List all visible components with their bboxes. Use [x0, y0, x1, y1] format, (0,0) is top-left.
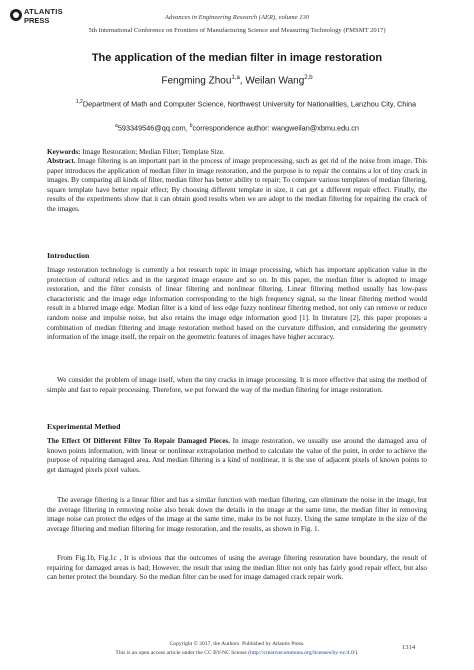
introduction-paragraph-2: We consider the problem of image itself, when the tiny cracks in image processing. It is more effective that using the method of simple and fast to repair processing. Therefore, we put forward the way of the median filtering for image restoration.	[47, 376, 427, 394]
experimental-subheading: The Effect Of Different Filter To Repair Damaged Pieces.	[47, 437, 230, 445]
email-line	[0, 123, 474, 132]
series-header: Advances in Engineering Research (AER), volume 130	[164, 14, 310, 21]
author-1-sup: 1,a	[231, 75, 240, 81]
affiliation	[60, 97, 432, 109]
logo-line1: ATLANTIS	[24, 7, 63, 16]
email-a-sup: a	[115, 123, 118, 129]
affiliation-text: Department of Math and Computer Science, Northwest University for Nationalities, Lanzhou City, China	[82, 99, 417, 109]
keywords-text: Image Restoration; Median Filter; Template Size.	[80, 148, 225, 156]
introduction-paragraph-1: Image restoration technology is currently a hot research topic in image processing, which has important application value in the protection of cultural relics and in the targeted image erasure and so on. In this paper, the median filter is adopted to image restoration, and the filter consists of linear filtering and nonlinear filtering. Linear filtering method usually has low-pass characteristic and the image edge information corresponding to the high frequency signal, so the linear filtering method would result in a blurred image edge. Median filter is a kind of less edge fuzzy nonlinear filtering method, not only can remove or reduce random noise and impulse noise, but also retains the image edge information good [1]. In literature [2], this paper proposes a combination of median filtering and image restoration method based on the curvature diffusion, and considering the geometry information of the image itself, the repair on the geometric features of images have higher accuracy.	[47, 266, 427, 342]
author-line	[0, 75, 474, 86]
paper-title: The application of the median filter in image restoration	[91, 52, 383, 64]
author-2-sup: 2,b	[304, 75, 313, 81]
abstract-text: Image filtering is an important part in the process of image preprocessing, such as get rid of the noise from image. This paper introduces the application of median filter in image restoration, and the purpose is to repair the contains a lot of tiny crack in images. By comparing all kinds of filter, median filter has better ability to repair; To compare various templates of median filtering, square template have better repair effect; By choosing different template in size, it can get a different repair effect. Finally, the results of the experiments show that it can obtain good results when we are adopt to the median filtering for repairing the crack of the images.	[47, 157, 427, 213]
logo-line2: PRESS	[24, 16, 50, 25]
page-number: 1314	[402, 644, 416, 651]
email-b: correspondence author: wangweilan@xbmu.edu.cn	[192, 123, 359, 133]
license-link[interactable]: http://creativecommons.org/licenses/by-nc/4.0/	[250, 650, 356, 656]
conference-header: 5th International Conference on Frontiers of Manufacturing Science and Measuring Technology (FMSMT 2017)	[88, 27, 386, 34]
experimental-paragraph-1-text: In image restoration, we usually use around the damaged area of known points information, with linear or nonlinear extrapolation method to calculate the value of the point, in order to achieve the purpose of repairing damaged area. And median filtering is a kind of nonlinear, it is the use of adjacent pixels of known points to get damaged pixels pixel values.	[47, 437, 427, 474]
author-2-name: Weilan Wang	[245, 75, 305, 87]
abstract-label: Abstract.	[47, 157, 76, 165]
abstract	[47, 157, 427, 215]
author-1-name: Fengming Zhou	[161, 75, 232, 87]
experimental-paragraph-1	[47, 437, 427, 475]
author-separator: ,	[239, 75, 246, 87]
affiliation-sup: 1,2	[75, 99, 83, 105]
keywords-label: Keywords:	[47, 148, 81, 156]
footer-copyright: Copyright © 2017, the Authors. Published by Atlantis Press.	[169, 641, 305, 647]
introduction-heading: Introduction	[47, 251, 90, 260]
email-a: 593349546@qq.com,	[117, 123, 190, 133]
email-b-sup: b	[189, 123, 193, 129]
experimental-heading: Experimental Method	[47, 422, 121, 431]
experimental-paragraph-3: From Fig.1b, Fig.1c , It is obvious that the outcomes of using the average filtering restoration have boundary, the result of repairing for damaged areas is bad; However, the result that using the median filter not only has fairly good repair effect, but also can better protect the boundary. So the median filter can be used for image damaged crack repair work.	[47, 554, 427, 582]
license-suffix: ).	[355, 650, 359, 656]
experimental-paragraph-2: The average filtering is a linear filter and has a similar function with median filtering, can eliminate the noise in the image, but the average filtering in removing noise also break down the details in the image at the same time, the median filter in removing image noise can protect the edges of the image at the same time, make its be not fuzzy. Using the same template in the size of the average filtering and median filtering for image restoration, and the results, as shown in Fig. 1.	[47, 496, 427, 533]
license-prefix: This is an open access article under the CC BY-NC license (	[115, 650, 251, 656]
